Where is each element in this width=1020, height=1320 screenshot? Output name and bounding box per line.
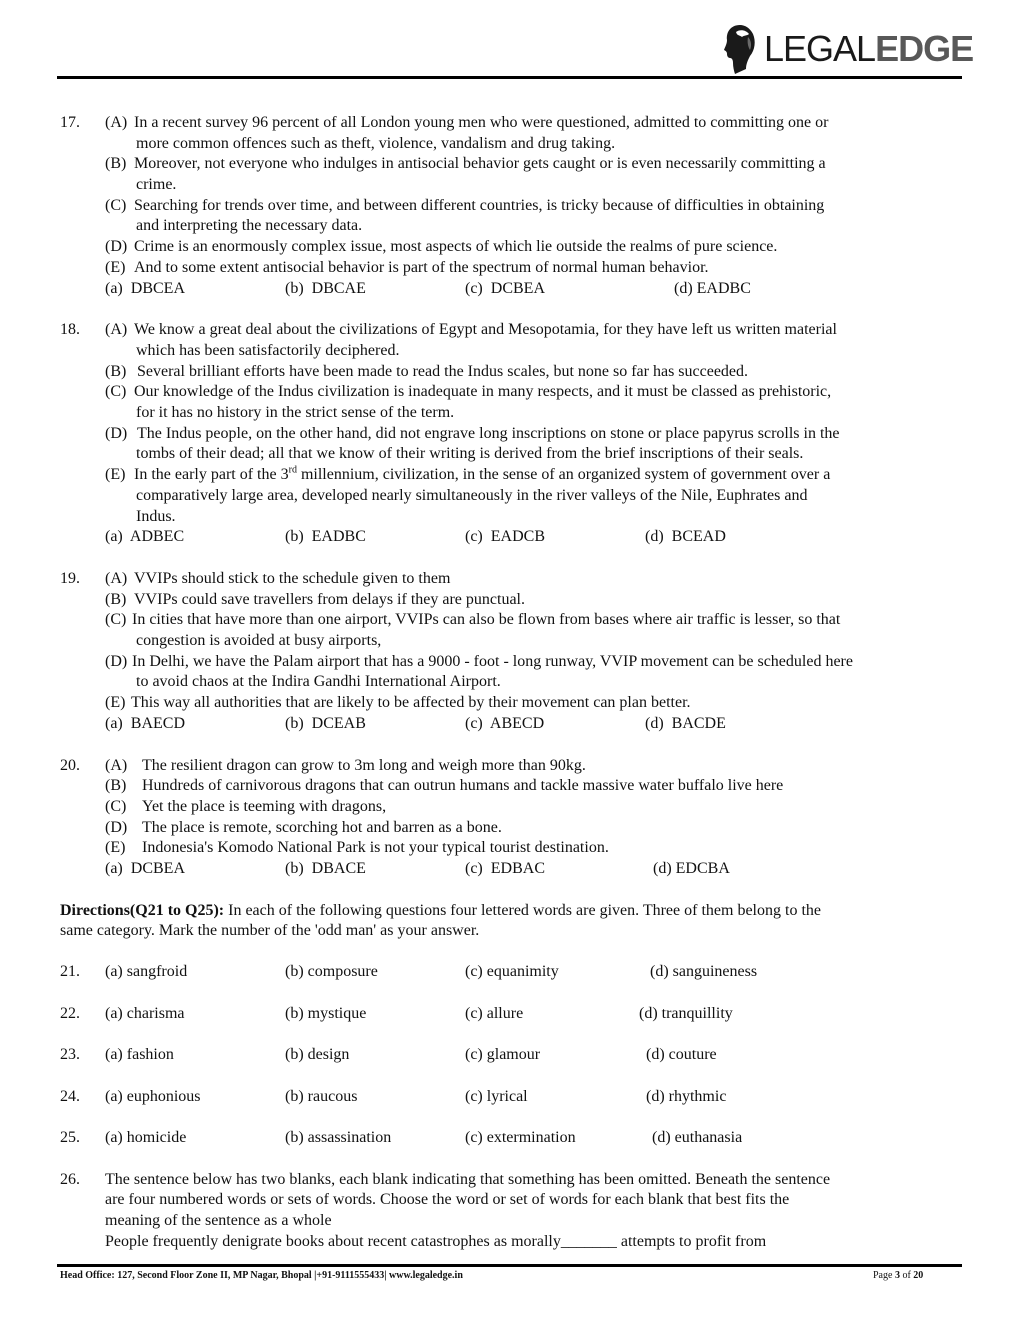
statement-text: VVIPs should stick to the schedule given to them xyxy=(134,570,451,587)
statement-text: Indonesia's Komodo National Park is not your typical tourist destination. xyxy=(142,839,609,856)
statement-text: VVIPs could save travellers from delays if they are punctual. xyxy=(134,591,525,608)
answer-option-d[interactable]: (d) BCEAD xyxy=(645,528,726,545)
question-number: 18. xyxy=(60,321,80,338)
statement-text: Our knowledge of the Indus civilization is inadequate in many respects, and it must be classed as prehistoric, xyxy=(134,383,832,400)
statement-text: for it has no history in the strict sense of the term. xyxy=(136,404,455,421)
page-number: Page 3 of 20 xyxy=(873,1270,924,1281)
answer-option-a[interactable]: (a) homicide xyxy=(105,1129,187,1146)
answer-option-a[interactable]: (a) euphonious xyxy=(105,1088,201,1105)
question-number: 23. xyxy=(60,1046,80,1063)
statement-text: congestion is avoided at busy airports, xyxy=(136,632,382,649)
answer-option-a[interactable]: (a) DCBEA xyxy=(105,860,185,877)
statement-label: (E) xyxy=(105,466,126,483)
question-number: 25. xyxy=(60,1129,80,1146)
statement-text: The Indus people, on the other hand, did not engrave long inscriptions on stone or place papyrus scrolls in the xyxy=(137,425,840,442)
question-number: 21. xyxy=(60,963,80,980)
answer-option-d[interactable]: (d) tranquillity xyxy=(639,1005,733,1022)
answer-option-b[interactable]: (b) raucous xyxy=(285,1088,358,1105)
statement-label: (B) xyxy=(105,777,127,794)
answer-option-d[interactable]: (d) sanguineness xyxy=(650,963,758,980)
statement-label: (C) xyxy=(105,197,127,214)
statement-text: more common offences such as theft, violence, vandalism and drug taking. xyxy=(136,135,616,152)
statement-text: tombs of their dead; all that we know of their writing is derived from the brief inscriptions of their seals. xyxy=(136,445,804,462)
statement-label: (C) xyxy=(105,383,127,400)
statement-label: (C) xyxy=(105,611,127,628)
answer-option-c[interactable]: (c) extermination xyxy=(465,1129,576,1146)
answer-option-b[interactable]: (b) mystique xyxy=(285,1005,367,1022)
statement-label: (B) xyxy=(105,363,127,380)
question-number: 26. xyxy=(60,1171,80,1188)
answer-option-c[interactable]: (c) lyrical xyxy=(465,1088,528,1105)
answer-option-d[interactable]: (d) EADBC xyxy=(674,280,751,297)
answer-option-b[interactable]: (b) EADBC xyxy=(285,528,366,545)
statement-label: (C) xyxy=(105,798,127,815)
statement-text: This way all authorities that are likely to be affected by their movement can plan better. xyxy=(131,694,691,711)
answer-option-c[interactable]: (c) ABECD xyxy=(465,715,545,732)
answer-option-b[interactable]: (b) DBCAE xyxy=(285,280,366,297)
statement-label: (E) xyxy=(105,259,126,276)
answer-option-c[interactable]: (c) EADCB xyxy=(465,528,545,545)
brand-name xyxy=(764,28,974,69)
statement-text: Moreover, not everyone who indulges in antisocial behavior gets caught or is even necessarily committing a xyxy=(134,155,826,172)
statement-text: Indus. xyxy=(136,508,176,525)
directions-label: Directions(Q21 to Q25): xyxy=(60,902,225,919)
answer-option-a[interactable]: (a) charisma xyxy=(105,1005,185,1022)
answer-option-b[interactable]: (b) DCEAB xyxy=(285,715,366,732)
answer-option-c[interactable]: (c) equanimity xyxy=(465,963,559,980)
statement-text: In cities that have more than one airport, VVIPs can also be flown from bases where air traffic is lesser, so that xyxy=(132,611,841,628)
answer-option-a[interactable]: (a) fashion xyxy=(105,1046,174,1063)
answer-option-d[interactable]: (d) euthanasia xyxy=(652,1129,743,1146)
answer-option-a[interactable]: (a) DBCEA xyxy=(105,280,185,297)
brand-light: LEGAL xyxy=(764,28,876,69)
statement-text: crime. xyxy=(136,176,177,193)
statement-text: and interpreting the necessary data. xyxy=(136,217,363,234)
answer-option-c[interactable]: (c) EDBAC xyxy=(465,860,545,877)
current-page: 3 xyxy=(894,1270,900,1281)
answer-option-a[interactable]: (a) BAECD xyxy=(105,715,185,732)
total-pages: 20 xyxy=(913,1270,924,1281)
statement-label: (A) xyxy=(105,757,128,774)
question-number: 20. xyxy=(60,757,80,774)
statement-text: In the early part of the 3rd millennium, civilization, in the sense of an organized system of government over a xyxy=(134,464,831,483)
statement-label: (E) xyxy=(105,694,126,711)
answer-option-d[interactable]: (d) rhythmic xyxy=(646,1088,727,1105)
statement-text: Searching for trends over time, and between different countries, is tricky because of difficulties in obtaining xyxy=(134,197,825,214)
question-number: 17. xyxy=(60,114,80,131)
statement-label: (B) xyxy=(105,591,127,608)
statement-text: The resilient dragon can grow to 3m long and weigh more than 90kg. xyxy=(142,757,586,774)
directions-text: In each of the following questions four lettered words are given. Three of them belong to the xyxy=(224,902,821,919)
statement-text: In Delhi, we have the Palam airport that has a 9000 - foot - long runway, VVIP movement can be scheduled here xyxy=(132,653,853,670)
question-text: The sentence below has two blanks, each blank indicating that something has been omitted. Beneath the sentence xyxy=(105,1171,831,1188)
statement-label: (D) xyxy=(105,819,128,836)
statement-label: (E) xyxy=(105,839,126,856)
statement-text: which has been satisfactorily deciphered. xyxy=(136,342,400,359)
question-number: 19. xyxy=(60,570,80,587)
statement-label: (D) xyxy=(105,653,128,670)
brand-bold: EDGE xyxy=(875,28,974,69)
answer-option-b[interactable]: (b) assassination xyxy=(285,1129,392,1146)
question-text: are four numbered words or sets of words. Choose the word or set of words for each blank that best fits the xyxy=(105,1191,790,1208)
answer-option-c[interactable]: (c) allure xyxy=(465,1005,524,1022)
question-sentence: People frequently denigrate books about recent catastrophes as morally_______ attempts to profit from xyxy=(105,1233,767,1250)
answer-option-d[interactable]: (d) BACDE xyxy=(645,715,726,732)
question-text: meaning of the sentence as a whole xyxy=(105,1212,332,1229)
statement-text: The place is remote, scorching hot and barren as a bone. xyxy=(142,819,502,836)
answer-option-c[interactable]: (c) glamour xyxy=(465,1046,541,1063)
statement-label: (B) xyxy=(105,155,127,172)
question-number: 22. xyxy=(60,1005,80,1022)
answer-option-b[interactable]: (b) design xyxy=(285,1046,350,1063)
directions-text: same category. Mark the number of the 'odd man' as your answer. xyxy=(60,922,480,939)
head-silhouette-icon xyxy=(722,23,758,75)
statement-text: We know a great deal about the civilizations of Egypt and Mesopotamia, for they have left us written material xyxy=(134,321,837,338)
statement-text: Yet the place is teeming with dragons, xyxy=(142,798,387,815)
statement-label: (D) xyxy=(105,238,128,255)
answer-option-d[interactable]: (d) couture xyxy=(646,1046,717,1063)
answer-option-a[interactable]: (a) sangfroid xyxy=(105,963,188,980)
footer-divider xyxy=(57,1264,962,1267)
statement-text: In a recent survey 96 percent of all London young men who were questioned, admitted to committing one or xyxy=(134,114,829,131)
statement-text: Several brilliant efforts have been made to read the Indus scales, but none so far has succeeded. xyxy=(137,363,749,380)
answer-option-d[interactable]: (d) EDCBA xyxy=(653,860,730,877)
header-divider xyxy=(57,76,962,79)
legaledge-logo xyxy=(722,22,973,76)
statement-label: (A) xyxy=(105,114,128,131)
statement-text: comparatively large area, developed nearly simultaneously in the river valleys of the Nile, Euphrates and xyxy=(136,487,808,504)
statement-text: to avoid chaos at the Indira Gandhi International Airport. xyxy=(136,673,501,690)
statement-label: (A) xyxy=(105,321,128,338)
statement-text: Hundreds of carnivorous dragons that can outrun humans and tackle massive water buffalo live here xyxy=(142,777,784,794)
statement-label: (D) xyxy=(105,425,128,442)
statement-text: Crime is an enormously complex issue, most aspects of which lie outside the realms of pure science. xyxy=(134,238,778,255)
answer-option-b[interactable]: (b) composure xyxy=(285,963,378,980)
statement-text: And to some extent antisocial behavior is part of the spectrum of normal human behavior. xyxy=(134,259,709,276)
question-number: 24. xyxy=(60,1088,80,1105)
footer-address: Head Office: 127, Second Floor Zone II, MP Nagar, Bhopal |+91-9111555433| www.legaledge.in xyxy=(60,1270,463,1281)
answer-option-c[interactable]: (c) DCBEA xyxy=(465,280,545,297)
answer-option-a[interactable]: (a) ADBEC xyxy=(105,528,185,545)
answer-option-b[interactable]: (b) DBACE xyxy=(285,860,366,877)
statement-label: (A) xyxy=(105,570,128,587)
